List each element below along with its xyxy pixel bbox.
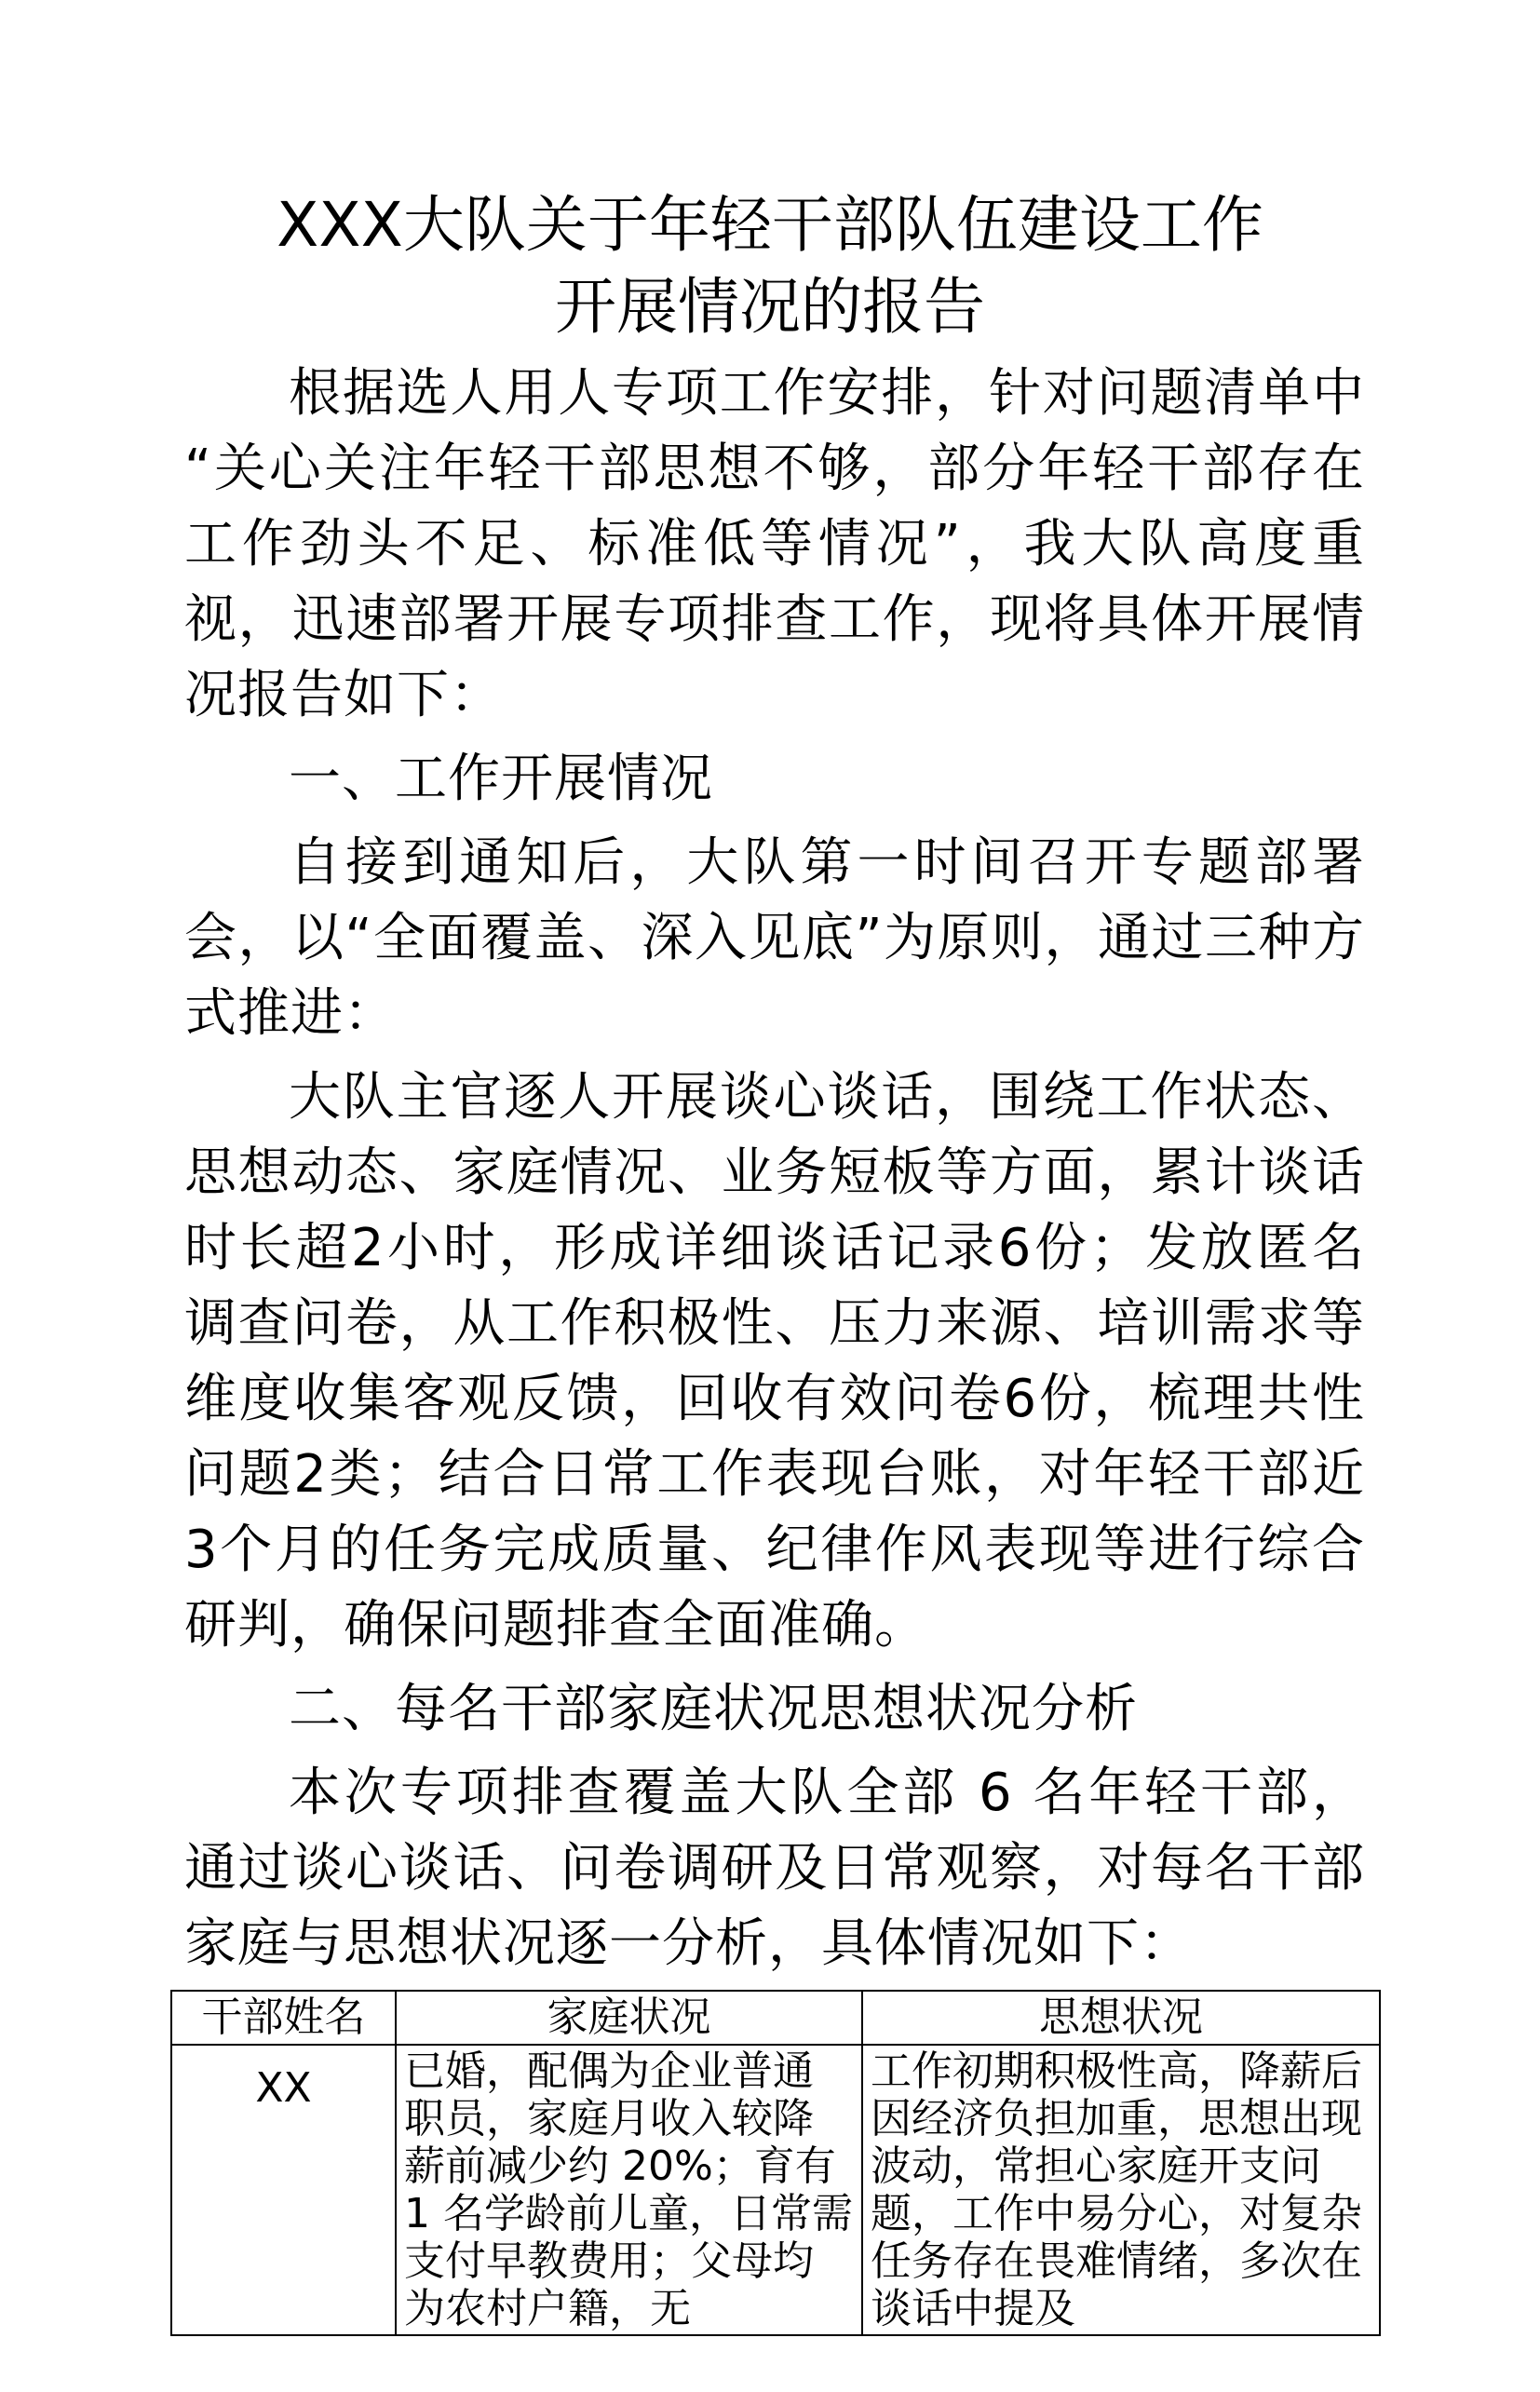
- table-header-row: [171, 1991, 1380, 2045]
- work-paragraph-1: 自接到通知后，大队第一时间召开专题部署会，以“全面覆盖、深入见底”为原则，通过三种方式推进：: [184, 832, 1365, 1044]
- cadre-status-table: [170, 1990, 1381, 2336]
- cell-thought: [862, 2045, 1380, 2335]
- work-paragraph-2: 大队主官逐人开展谈心谈话，围绕工作状态、思想动态、家庭情况、业务短板等方面，累计谈话时长超2小时，形成详细谈话记录6份；发放匿名调查问卷，从工作积极性、压力来源、培训需求等维度收集客观反馈，回收有效问卷6份，梳理共性问题2类；结合日常工作表现台账，对年轻干部近3个月的任务完成质量、纪律作风表现等进行综合研判，确保问题排查全面准确。: [184, 1067, 1365, 1655]
- document-title-line-1: XXX大队关于年轻干部队伍建设工作: [277, 189, 1263, 261]
- table-row: [171, 2045, 1380, 2335]
- family-text: 已婚，配偶为企业普通职员，家庭月收入较降薪前减少约 20%；育有 1 名学龄前儿童，日常需支付早教费用；父母均为农村户籍，无: [404, 2047, 853, 2332]
- header-family: 家庭状况: [396, 1991, 862, 2045]
- intro-paragraph: 根据选人用人专项工作安排，针对问题清单中 “关心关注年轻干部思想不够，部分年轻干部存在工作劲头不足、标准低等情况”，我大队高度重视，迅速部署开展专项排查工作，现将具体开展情况报告如下：: [184, 363, 1365, 725]
- header-name: 干部姓名: [171, 1991, 396, 2045]
- header-thought: 思想状况: [862, 1991, 1380, 2045]
- cell-name: [171, 2045, 396, 2335]
- report-body: [184, 356, 1365, 1981]
- document-title-line-2: 开展情况的报告: [555, 271, 985, 343]
- thought-text: 工作初期积极性高，降薪后因经济负担加重，思想出现波动，常担心家庭开支问题，工作中易分心，对复杂任务存在畏难情绪，多次在谈话中提及: [871, 2047, 1362, 2332]
- section-heading-2: 二、每名干部家庭状况思想状况分析: [289, 1679, 1138, 1739]
- cell-family: [396, 2045, 862, 2335]
- analysis-paragraph: 本次专项排查覆盖大队全部 6 名年轻干部，通过谈心谈话、问卷调研及日常观察，对每名干部家庭与思想状况逐一分析，具体情况如下：: [184, 1763, 1365, 1974]
- cadre-name: XX: [255, 2064, 312, 2112]
- section-heading-1: 一、工作开展情况: [289, 749, 713, 809]
